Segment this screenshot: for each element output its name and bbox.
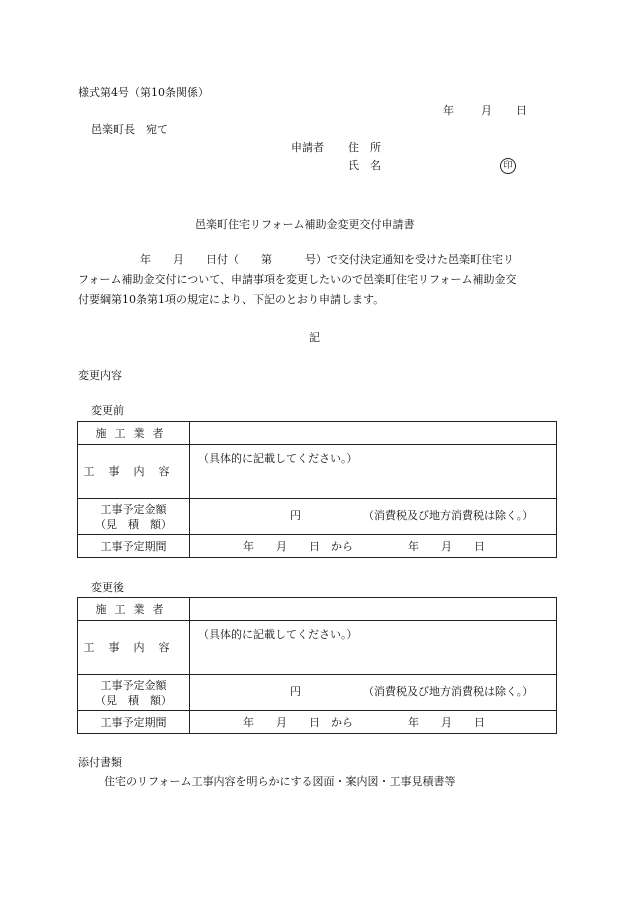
body-paragraph xyxy=(78,250,558,310)
document-title: 邑楽町住宅リフォーム補助金変更交付申請書 xyxy=(195,218,415,231)
work-note: （具体的に記載してください。） xyxy=(198,452,358,465)
amount-label: 工事予定金額 xyxy=(100,678,167,692)
after-table xyxy=(77,597,557,734)
period-text: 年 月 日 から 年 月 日 xyxy=(243,539,485,553)
before-period-row xyxy=(78,535,557,558)
before-amount-row xyxy=(78,499,557,535)
before-contractor-row xyxy=(78,422,557,445)
seal-mark xyxy=(500,158,516,174)
after-period-row xyxy=(78,711,557,734)
body-line-2: フォーム補助金交付について、申請事項を変更したいので邑楽町住宅リフォーム補助金交 xyxy=(78,273,517,286)
before-work-row xyxy=(78,445,557,499)
amount-sublabel: （見 積 額） xyxy=(95,693,172,707)
seal-icon: 印 xyxy=(500,158,516,174)
date-day: 日 xyxy=(516,104,527,117)
before-table xyxy=(77,421,557,558)
date-month: 月 xyxy=(481,104,492,117)
tax-note: （消費税及び地方消費税は除く。） xyxy=(363,684,534,698)
change-heading: 変更内容 xyxy=(78,369,122,382)
after-amount-row xyxy=(78,675,557,711)
tax-note: （消費税及び地方消費税は除く。） xyxy=(363,508,534,522)
contractor-value[interactable] xyxy=(190,598,557,621)
after-work-row xyxy=(78,621,557,675)
body-line-3: 付要綱第10条第1項の規定により、下記のとおり申請します。 xyxy=(78,293,385,306)
form-number: 様式第4号（第10条関係） xyxy=(78,86,209,99)
date-year: 年 xyxy=(443,104,454,117)
amount-label: 工事予定金額 xyxy=(100,502,167,516)
before-label: 変更前 xyxy=(91,404,124,417)
name-label: 氏 名 xyxy=(348,159,381,172)
contractor-label: 施工業者 xyxy=(95,426,172,440)
amount-sublabel: （見 積 額） xyxy=(95,517,172,531)
period-label: 工事予定期間 xyxy=(78,535,190,558)
amount-value[interactable] xyxy=(190,499,557,535)
attachments-heading: 添付書類 xyxy=(78,756,122,769)
contractor-label: 施工業者 xyxy=(95,602,172,616)
recipient: 邑楽町長 宛て xyxy=(91,123,168,136)
work-label: 工事内容 xyxy=(83,641,184,654)
work-label: 工事内容 xyxy=(83,465,184,478)
address-label: 住 所 xyxy=(348,141,381,154)
yen-unit: 円 xyxy=(290,508,301,522)
period-text: 年 月 日 から 年 月 日 xyxy=(243,715,485,729)
applicant-label: 申請者 xyxy=(291,141,324,154)
amount-value[interactable] xyxy=(190,675,557,711)
yen-unit: 円 xyxy=(290,684,301,698)
work-value[interactable] xyxy=(190,621,557,675)
work-note: （具体的に記載してください。） xyxy=(198,628,358,641)
after-contractor-row xyxy=(78,598,557,621)
work-value[interactable] xyxy=(190,445,557,499)
period-label: 工事予定期間 xyxy=(78,711,190,734)
period-value[interactable] xyxy=(190,535,557,558)
body-line-1: 年 月 日付（ 第 号）で交付決定通知を受けた邑楽町住宅リ xyxy=(140,253,514,266)
after-label: 変更後 xyxy=(91,581,124,594)
contractor-value[interactable] xyxy=(190,422,557,445)
period-value[interactable] xyxy=(190,711,557,734)
ki-mark: 記 xyxy=(309,331,320,344)
attachments-text: 住宅のリフォーム工事内容を明らかにする図面・案内図・工事見積書等 xyxy=(104,775,456,788)
